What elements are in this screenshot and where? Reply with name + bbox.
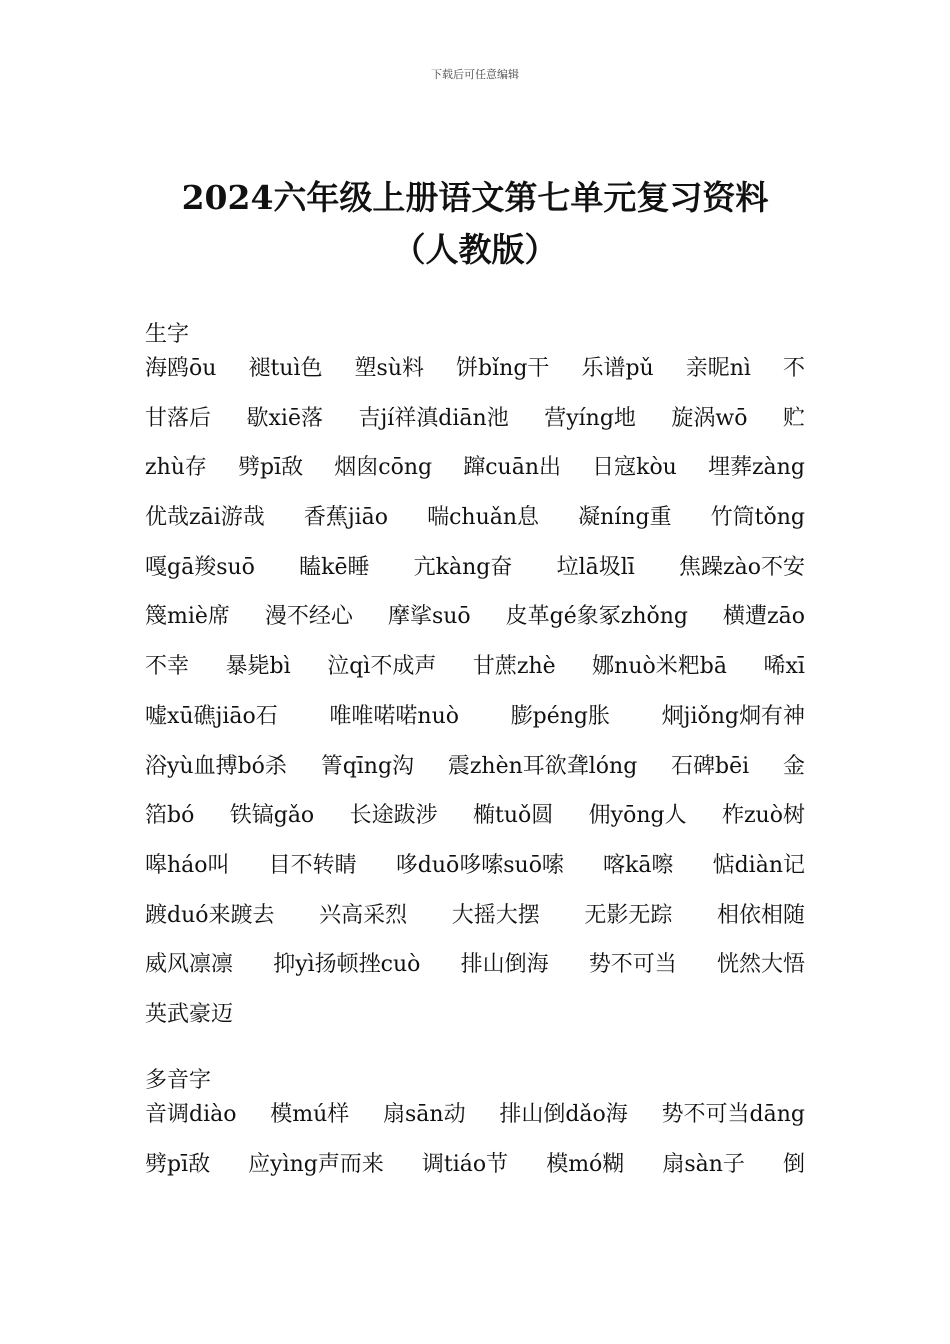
vocab-line — [145, 1150, 805, 1200]
vocab-line — [145, 553, 805, 603]
vocab-word: 蹿cuān出 — [463, 455, 561, 481]
vocab-word: 相依相随 — [716, 902, 805, 928]
vocab-word: 垃lā圾lī — [556, 554, 635, 580]
section-polyphonic-characters — [145, 1066, 805, 1199]
vocab-word: 威风凛凛 — [145, 952, 234, 978]
vocab-word: 扇sān动 — [383, 1102, 466, 1127]
vocab-word: 大摇大摆 — [451, 902, 540, 928]
vocab-word: 嘎gā羧suō — [145, 554, 255, 580]
vocab-word: 饼bǐng干 — [456, 356, 550, 381]
vocab-word: 营yíng地 — [544, 405, 636, 431]
vocab-word: 乐谱pǔ — [581, 356, 654, 381]
vocab-line — [145, 801, 805, 851]
vocab-word: 焦躁zào不安 — [679, 554, 805, 580]
vocab-line — [145, 1000, 805, 1036]
vocab-word: 金 — [782, 753, 805, 779]
vocab-word: 应yìng声而来 — [248, 1151, 384, 1177]
vocab-word: 喀kā嚓 — [603, 852, 674, 878]
vocab-word: 凝níng重 — [578, 505, 672, 531]
vocab-word: 模mú样 — [270, 1102, 350, 1127]
title-line-1: 2024六年级上册语文第七单元复习资料 — [181, 178, 769, 217]
vocab-line — [145, 752, 805, 802]
vocab-word: 亲昵nì — [685, 356, 751, 381]
vocab-word: 抑yì扬顿挫cuò — [273, 952, 421, 978]
vocab-word: 椭tuǒ圆 — [472, 803, 554, 829]
section-new-characters — [145, 320, 805, 1036]
vocab-word: 优哉zāi游哉 — [145, 505, 265, 531]
vocab-word: 模mó糊 — [546, 1151, 625, 1177]
vocab-word: 箔bó — [145, 803, 195, 829]
vocab-word: 长途跋涉 — [349, 803, 438, 829]
vocab-word: 英武豪迈 — [145, 1001, 234, 1027]
vocab-word: 娜nuò米粑bā — [592, 654, 727, 680]
document-title — [145, 172, 805, 276]
section-heading: 生字 — [145, 322, 190, 347]
vocab-word: 暴毙bì — [225, 654, 291, 680]
vocab-word: 排山倒海 — [460, 952, 549, 978]
vocab-word: 倒 — [782, 1151, 805, 1177]
vocab-word: 无影无踪 — [584, 902, 673, 928]
vocab-word: 排山倒dǎo海 — [499, 1102, 628, 1127]
vocab-word: 嗥háo叫 — [145, 852, 230, 878]
vocab-line — [145, 702, 805, 752]
vocab-word: 震zhèn耳欲聋lóng — [447, 753, 638, 779]
vocab-word: 恍然大悟 — [716, 952, 805, 978]
vocab-lines — [145, 1100, 805, 1199]
vocab-word: 劈pī敌 — [238, 455, 304, 481]
vocab-word: 嘘xū礁jiāo石 — [145, 703, 278, 729]
vocab-word: 埋葬zàng — [707, 455, 805, 481]
vocab-word: 瞌kē睡 — [299, 554, 370, 580]
vocab-line — [145, 354, 805, 404]
vocab-word: 扇sàn子 — [662, 1151, 745, 1177]
vocab-word: 歇xiē落 — [246, 405, 323, 431]
vocab-line — [145, 901, 805, 951]
vocab-word: 香蕉jiāo — [303, 505, 389, 531]
vocab-word: 横遭zāo — [723, 604, 805, 630]
vocab-word: 兴高采烈 — [319, 902, 408, 928]
vocab-word: 甘蔗zhè — [472, 654, 556, 680]
vocab-word: 海鸥ōu — [145, 356, 217, 381]
vocab-word: 亢kàng奋 — [413, 554, 513, 580]
vocab-word: 竹筒tǒng — [710, 505, 805, 531]
vocab-word: 铁镐gǎo — [229, 803, 315, 829]
vocab-line — [145, 652, 805, 702]
vocab-line — [145, 503, 805, 553]
vocab-word: 柞zuò树 — [721, 803, 805, 829]
vocab-word: 浴yù血搏bó杀 — [145, 753, 287, 779]
vocab-line — [145, 1100, 805, 1150]
vocab-word: 塑sù料 — [354, 356, 424, 381]
vocab-word: 皮革gé象冢zhǒng — [505, 604, 689, 630]
vocab-word: 贮 — [782, 405, 805, 431]
vocab-word: 哆duō哆嗦suō嗦 — [395, 852, 564, 878]
vocab-word: 石碑bēi — [671, 753, 750, 779]
vocab-word: 不 — [782, 356, 805, 381]
vocab-word: 踱duó来踱去 — [145, 902, 275, 928]
vocab-word: 不幸 — [145, 654, 190, 680]
header-note: 下载后可任意编辑 — [431, 68, 519, 81]
vocab-line — [145, 404, 805, 454]
vocab-word: 势不可当dāng — [661, 1102, 805, 1127]
vocab-word: 旋涡wō — [671, 405, 748, 431]
vocab-word: 音调diào — [145, 1102, 237, 1127]
vocab-line — [145, 851, 805, 901]
vocab-word: 惦diàn记 — [712, 852, 805, 878]
vocab-word: 摩挲suō — [387, 604, 471, 630]
vocab-word: 篾miè席 — [145, 604, 230, 630]
vocab-word: 唯唯喏喏nuò — [329, 703, 460, 729]
section-heading: 多音字 — [145, 1068, 212, 1093]
vocab-line — [145, 453, 805, 503]
vocab-word: 日寇kòu — [592, 455, 677, 481]
vocab-word: zhù存 — [145, 455, 207, 481]
vocab-line — [145, 602, 805, 652]
vocab-word: 烟囱cōng — [334, 455, 433, 481]
vocab-word: 甘落后 — [145, 405, 212, 431]
vocab-line — [145, 950, 805, 1000]
vocab-word: 喘chuǎn息 — [427, 505, 540, 531]
vocab-word: 调tiáo节 — [421, 1151, 509, 1177]
vocab-word: 唏xī — [763, 654, 805, 680]
vocab-word: 泣qì不成声 — [327, 654, 437, 680]
vocab-word: 吉jí祥滇diān池 — [358, 405, 509, 431]
vocab-word: 佣yōng人 — [588, 803, 687, 829]
vocab-word: 膨péng胀 — [510, 703, 610, 729]
vocab-word: 劈pī敌 — [145, 1151, 211, 1177]
vocab-lines — [145, 354, 805, 1036]
vocab-word: 炯jiǒng炯有神 — [661, 703, 805, 729]
vocab-word: 褪tuì色 — [248, 356, 323, 381]
vocab-word: 目不转睛 — [268, 852, 357, 878]
vocab-word: 漫不经心 — [264, 604, 353, 630]
title-line-2: （人教版） — [392, 230, 558, 269]
vocab-word: 势不可当 — [588, 952, 677, 978]
vocab-word: 箐qīng沟 — [320, 753, 415, 779]
